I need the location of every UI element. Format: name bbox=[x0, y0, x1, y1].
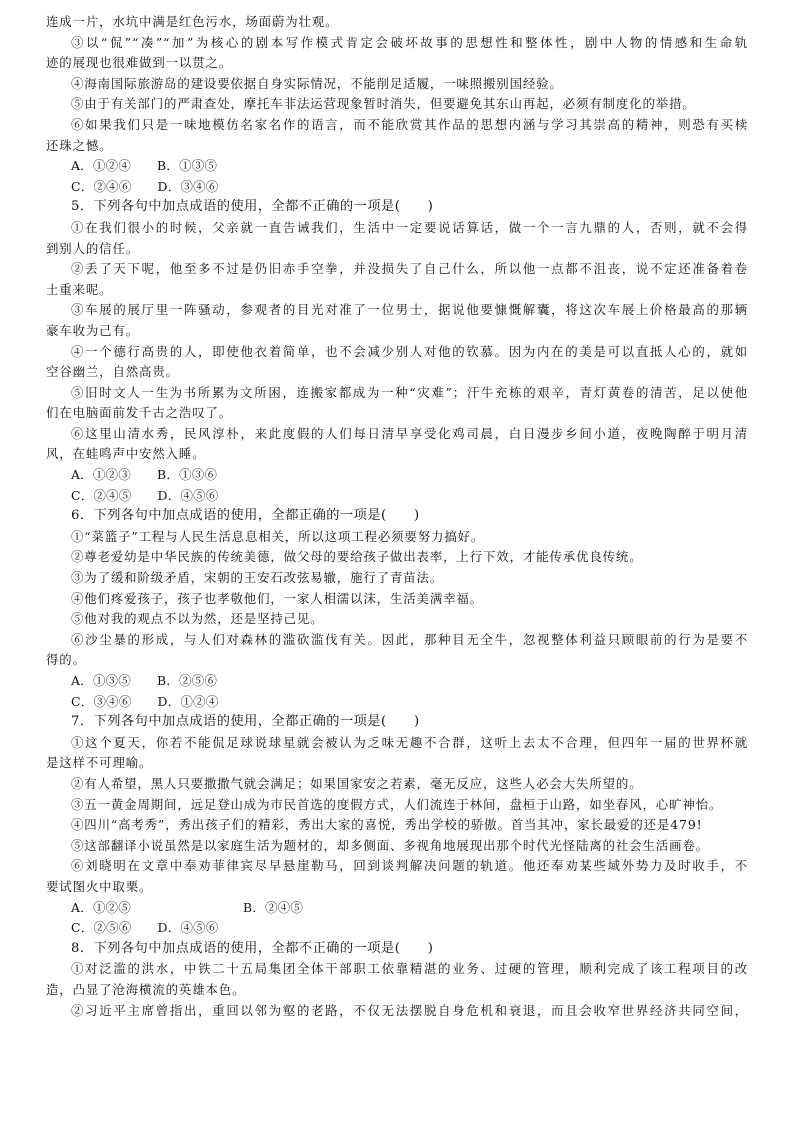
q7-text-line: 是这样不可理喻。 bbox=[46, 755, 153, 771]
q6-options-row-2 bbox=[46, 692, 748, 713]
q8-text-line: ①对泛滥的洪水，中铁二十五局集团全体干部职工依靠精湛的业务、过硬的管理，顺利完成了该工程项目的改 bbox=[71, 961, 748, 977]
question-8-stem: 8．下列各句中加点成语的使用，全都不正确的一项是( ) bbox=[71, 940, 434, 956]
q6-text-line: ③为了缓和阶级矛盾，宋朝的王安石改弦易辙，施行了青苗法。 bbox=[71, 570, 444, 586]
q5-option-d: D．④⑤⑥ bbox=[157, 487, 219, 503]
q7-option-c: C．②⑤⑥ bbox=[71, 920, 132, 936]
q5-text-line: ②丢了天下呢，他至多不过是仍旧赤手空拳，并没损失了自己什么，所以他一点都不沮丧，说不定还准备着卷 bbox=[71, 261, 748, 277]
q5-text-line: 们在电脑面前发千古之浩叹了。 bbox=[46, 405, 233, 421]
q4-option-d: D．③④⑥ bbox=[157, 178, 219, 194]
question-5-stem: 5．下列各句中加点成语的使用，全都不正确的一项是( ) bbox=[71, 199, 434, 215]
text-line: ③以“侃”“凑”“加”为核心的剧本写作模式肯定会破坏故事的思想性和整体性，剧中人物的情感和生命轨 bbox=[71, 34, 748, 50]
q4-options-row-1 bbox=[46, 156, 748, 177]
q5-text-line: 空谷幽兰，自然高贵。 bbox=[46, 364, 179, 380]
q5-text-line: 土重来呢。 bbox=[46, 281, 113, 297]
text-line: ④海南国际旅游岛的建设要依据自身实际情况，不能削足适履，一味照搬别国经验。 bbox=[71, 75, 563, 91]
q7-text-line: ⑥刘晓明在文章中奉劝菲律宾尽早悬崖勒马，回到谈判解决问题的轨道。他还奉劝某些域外势力及时收手，不 bbox=[71, 858, 748, 874]
text-line: 连成一片，水坑中满是红色污水，场面蔚为壮观。 bbox=[46, 14, 339, 29]
q4-options-row-2 bbox=[46, 177, 748, 198]
q5-text-line: ④一个德行高贵的人，即使他衣着简单，也不会减少别人对他的钦慕。因为内在的美是可以直抵人心的，就如 bbox=[71, 343, 748, 359]
q7-text-line: ②有人希望，黑人只要撒撒气就会满足；如果国家安之若素，毫无反应，这些人必会大失所望的。 bbox=[71, 775, 643, 791]
q6-option-d: D．①②④ bbox=[157, 693, 219, 709]
text-line: 还珠之憾。 bbox=[46, 137, 113, 153]
q5-options-row-2 bbox=[46, 486, 748, 507]
q5-option-b: B．①③⑥ bbox=[157, 467, 218, 483]
q4-option-c: C．②④⑥ bbox=[71, 178, 132, 194]
question-7-stem: 7．下列各句中加点成语的使用，全都正确的一项是( ) bbox=[71, 714, 420, 730]
q4-option-b: B．①③⑤ bbox=[157, 158, 218, 174]
question-6-stem: 6．下列各句中加点成语的使用，全都正确的一项是( ) bbox=[71, 508, 420, 524]
q6-option-b: B．②⑤⑥ bbox=[157, 673, 218, 688]
q6-text-line: 得的。 bbox=[46, 652, 86, 668]
q6-text-line: ⑥沙尘暴的形成，与人们对森林的滥砍滥伐有关。因此，那种目无全牛，忽视整体利益只顾眼前的行为是要不 bbox=[71, 631, 748, 647]
q5-text-line: ①在我们很小的时候，父亲就一直告诫我们，生活中一定要说话算话，做一个一言九鼎的人，否则，就不会得 bbox=[71, 219, 748, 235]
q5-text-line: 到别人的信任。 bbox=[46, 240, 140, 256]
q7-option-b: B．②④⑤ bbox=[243, 899, 304, 915]
q6-text-line: ②尊老爱幼是中华民族的传统美德，做父母的要给孩子做出表率，上行下效，才能传承优良传统。 bbox=[71, 549, 643, 565]
q7-options-row-2 bbox=[46, 918, 748, 939]
q5-text-line: 风，在蛙鸣声中安然入睡。 bbox=[46, 446, 206, 462]
q5-option-c: C．②④⑤ bbox=[71, 487, 132, 503]
q6-text-line: ④他们疼爱孩子，孩子也孝敬他们，一家人相濡以沫，生活美满幸福。 bbox=[71, 590, 484, 606]
q6-option-c: C．③④⑥ bbox=[71, 693, 132, 709]
q6-option-a: A．①③⑤ bbox=[71, 673, 132, 688]
text-line: ⑥如果我们只是一味地模仿名家名作的语言，而不能欣赏其作品的思想内涵与学习其崇高的精神，则恐有买椟 bbox=[71, 116, 748, 132]
q8-text-line: 造，凸显了沧海横流的英雄本色。 bbox=[46, 981, 246, 997]
q7-text-line: ⑤这部翻译小说虽然是以家庭生活为题材的，却多侧面、多视角地展现出那个时代光怪陆离的社会生活画卷。 bbox=[71, 837, 709, 853]
q4-option-a: A．①②④ bbox=[71, 158, 132, 174]
q7-option-a: A．①②⑤ bbox=[71, 899, 132, 915]
q7-option-d: D．④⑤⑥ bbox=[157, 920, 219, 936]
q7-text-line: ③五一黄金周期间，远足登山成为市民首选的度假方式，人们流连于林间，盘桓于山路，如坐春风，心旷神怡。 bbox=[71, 796, 723, 812]
q6-options-row-1 bbox=[46, 671, 748, 692]
q5-text-line: 豪车收为己有。 bbox=[46, 322, 140, 338]
q5-option-a: A．①②③ bbox=[71, 467, 132, 483]
text-line: ⑤由于有关部门的严肃查处，摩托车非法运营现象暂时消失，但要避免其东山再起，必须有制度化的举措。 bbox=[71, 96, 696, 112]
q5-text-line: ⑤旧时文人一生为书所累为文所困，连搬家都成为一种“灾难”；汗牛充栋的艰辛，青灯黄卷的清苦，足以使他 bbox=[71, 384, 748, 400]
text-line: 迹的展现也很难做到一以贯之。 bbox=[46, 55, 233, 71]
q7-text-line: 要试图火中取栗。 bbox=[46, 878, 153, 894]
q5-text-line: ⑥这里山清水秀，民风淳朴，来此度假的人们每日清早享受化鸡司晨，白日漫步乡间小道，夜晚陶醉于明月清 bbox=[71, 425, 748, 441]
q5-text-line: ③车展的展厅里一阵骚动，参观者的目光对准了一位男士，据说他要慷慨解囊，将这次车展上价格最高的那辆 bbox=[71, 302, 748, 318]
q7-options-row-1 bbox=[46, 898, 748, 919]
q8-text-line: ②习近平主席曾指出，重回以邻为壑的老路，不仅无法摆脱自身危机和衰退，而且会收窄世界经济共同空间， bbox=[71, 1002, 748, 1018]
q5-options-row-1 bbox=[46, 465, 748, 486]
q6-text-line: ⑤他对我的观点不以为然，还是坚持己见。 bbox=[71, 611, 324, 627]
q7-text-line: ④四川“高考秀”，秀出孩子们的精彩，秀出大家的喜悦，秀出学校的骄傲。首当其冲，家长最爱的还是479! bbox=[71, 817, 703, 833]
q7-text-line: ①这个夏天，你若不能侃足球说球星就会被认为乏味无趣不合群，这听上去太不合理，但四年一届的世界杯就 bbox=[71, 734, 748, 750]
q6-text-line: ①“菜篮子”工程与人民生活息息相关，所以这项工程必须要努力搞好。 bbox=[71, 528, 485, 544]
